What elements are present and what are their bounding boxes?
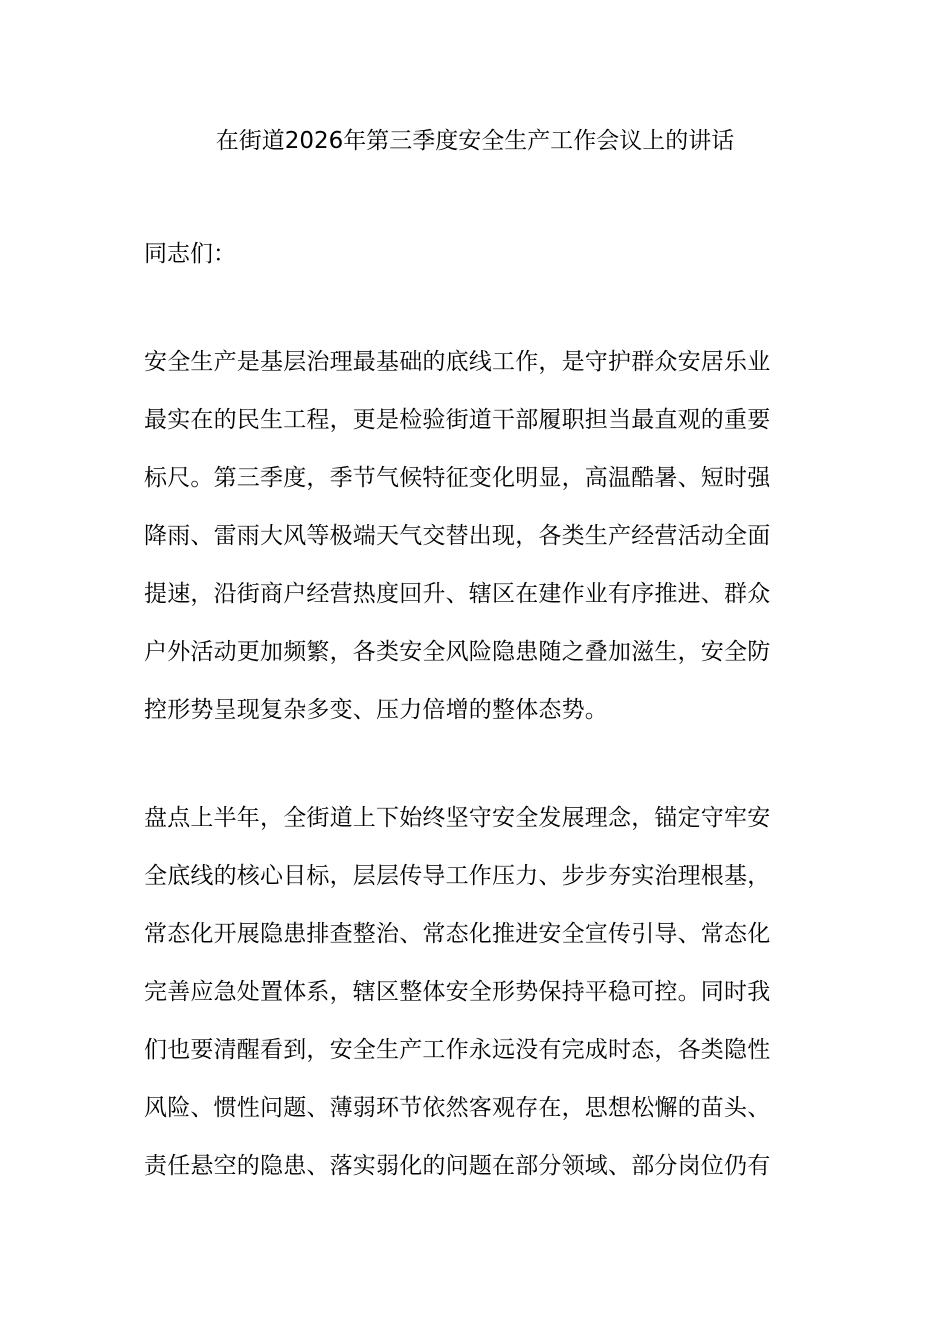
paragraph-line: 降雨、雷雨大风等极端天气交替出现，各类生产经营活动全面 (144, 523, 771, 549)
paragraph-line: 安全生产是基层治理最基础的底线工作，是守护群众安居乐业 (144, 349, 771, 375)
paragraph-line: 户外活动更加频繁，各类安全风险隐患随之叠加滋生，安全防 (144, 639, 771, 665)
paragraph-line: 完善应急处置体系，辖区整体安全形势保持平稳可控。同时我 (144, 979, 771, 1005)
document-title: 在街道2026年第三季度安全生产工作会议上的讲话 (215, 128, 735, 154)
paragraph-line: 标尺。第三季度，季节气候特征变化明显，高温酷暑、短时强 (144, 465, 771, 491)
paragraph-line: 责任悬空的隐患、落实弱化的问题在部分领域、部分岗位仍有 (144, 1153, 771, 1179)
paragraph-line: 控形势呈现复杂多变、压力倍增的整体态势。 (144, 697, 608, 723)
paragraph-line: 常态化开展隐患排查整治、常态化推进安全宣传引导、常态化 (144, 921, 771, 947)
paragraph-line: 提速，沿街商户经营热度回升、辖区在建作业有序推进、群众 (144, 581, 771, 607)
paragraph (144, 789, 806, 1195)
paragraph-line: 们也要清醒看到，安全生产工作永远没有完成时态，各类隐性 (144, 1037, 771, 1063)
paragraph-line: 风险、惯性问题、薄弱环节依然客观存在，思想松懈的苗头、 (144, 1095, 771, 1121)
paragraph-line: 全底线的核心目标，层层传导工作压力、步步夯实治理根基， (144, 863, 771, 889)
paragraph (144, 333, 806, 739)
salutation: 同志们： (144, 241, 236, 267)
paragraph-line: 盘点上半年，全街道上下始终坚守安全发展理念，锚定守牢安 (144, 805, 771, 831)
paragraph-line: 最实在的民生工程，更是检验街道干部履职担当最直观的重要 (144, 407, 771, 433)
